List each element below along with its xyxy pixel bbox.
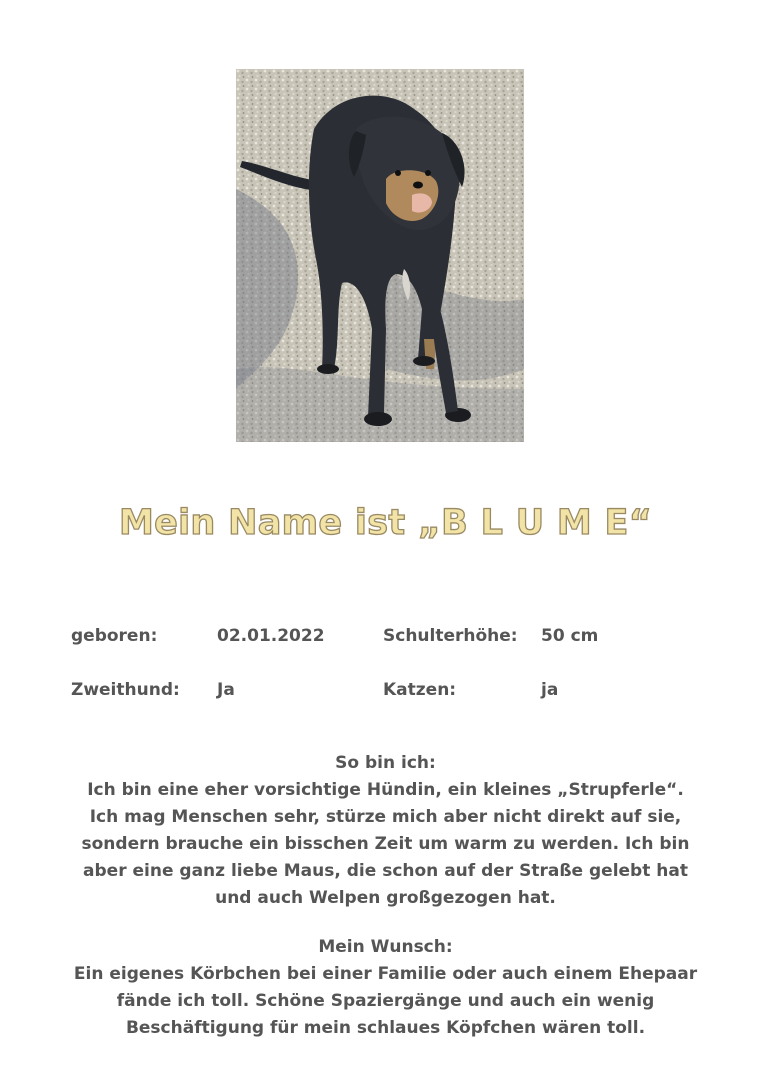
second-dog-label: Zweithund: [71, 680, 180, 700]
about-heading: So bin ich: [335, 753, 436, 773]
about-section [0, 750, 771, 912]
born-label: geboren: [71, 626, 158, 646]
about-line: Ich bin eine eher vorsichtige Hündin, ein kleines „Strupferle“. [87, 780, 684, 800]
about-line: aber eine ganz liebe Maus, die schon auf der Straße gelebt hat [83, 861, 688, 881]
about-line: sondern brauche ein bisschen Zeit um warm zu werden. Ich bin [81, 834, 690, 854]
wish-line: Beschäftigung für mein schlaues Köpfchen wären toll. [125, 1018, 646, 1038]
dog-photo [236, 69, 524, 442]
wish-section [0, 934, 771, 1042]
height-value: 50 cm [541, 626, 599, 646]
second-dog-value: Ja [217, 680, 235, 700]
born-value: 02.01.2022 [217, 626, 325, 646]
about-line: und auch Welpen großgezogen hat. [215, 888, 556, 908]
wish-line: fände ich toll. Schöne Spaziergänge und auch ein wenig [116, 991, 655, 1011]
page-title: Mein Name ist „B L U M E“ [118, 503, 653, 543]
wish-heading: Mein Wunsch: [318, 937, 453, 957]
about-line: Ich mag Menschen sehr, stürze mich aber nicht direkt auf sie, [89, 807, 682, 827]
dog-facts [0, 618, 771, 718]
cats-value: ja [541, 680, 559, 700]
wish-line: Ein eigenes Körbchen bei einer Familie oder auch einem Ehepaar [73, 964, 698, 984]
dog-photo-image [236, 69, 524, 442]
cats-label: Katzen: [383, 680, 457, 700]
height-label: Schulterhöhe: [383, 626, 518, 646]
